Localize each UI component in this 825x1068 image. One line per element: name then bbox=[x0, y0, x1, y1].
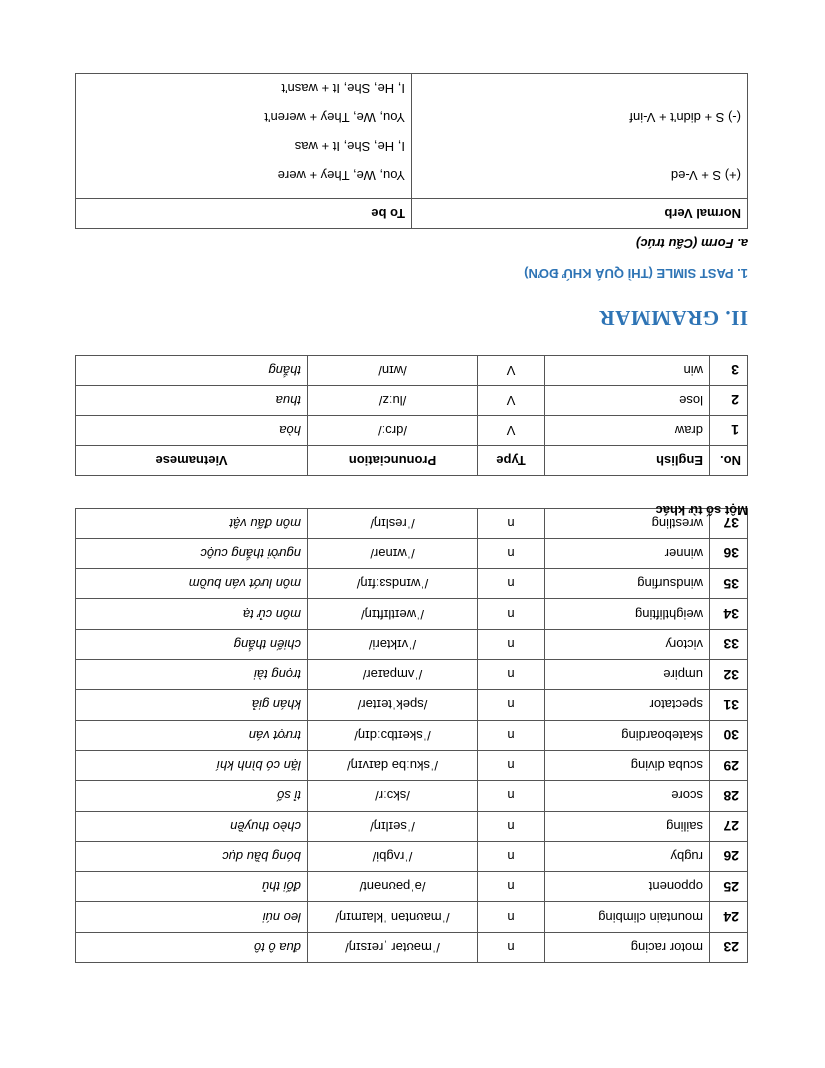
table-row bbox=[76, 386, 748, 416]
word-type: n bbox=[478, 569, 545, 599]
table-row bbox=[76, 902, 748, 932]
word-type: n bbox=[478, 629, 545, 659]
english-word: wrestling bbox=[545, 508, 710, 538]
table-row bbox=[76, 599, 748, 629]
to-be-line: You, We, They + weren't bbox=[264, 110, 405, 125]
word-type: n bbox=[478, 720, 545, 750]
to-be-line: I, He, She, It + was bbox=[294, 139, 405, 154]
other-words-label: Một số từ khác bbox=[655, 503, 748, 518]
word-type: V bbox=[478, 386, 545, 416]
word-type: n bbox=[478, 841, 545, 871]
english-word: opponent bbox=[545, 872, 710, 902]
table-header-row bbox=[76, 199, 748, 229]
word-type: n bbox=[478, 538, 545, 568]
vietnamese-meaning: người thắng cuộc bbox=[76, 538, 308, 568]
vietnamese-meaning: thua bbox=[76, 386, 308, 416]
grammar-form-table bbox=[75, 73, 748, 229]
table-row bbox=[76, 660, 748, 690]
word-type: n bbox=[478, 508, 545, 538]
table-row bbox=[76, 841, 748, 871]
row-number: 36 bbox=[710, 538, 748, 568]
pronunciation: /spekˈteɪtər/ bbox=[308, 690, 478, 720]
english-word: mountain climbing bbox=[545, 902, 710, 932]
english-word: draw bbox=[545, 416, 710, 446]
english-word: umpire bbox=[545, 660, 710, 690]
row-number: 37 bbox=[710, 508, 748, 538]
vietnamese-meaning: trượt ván bbox=[76, 720, 308, 750]
pronunciation: /ˈskuːbə daɪvɪŋ/ bbox=[308, 750, 478, 780]
vietnamese-meaning: tỉ số bbox=[76, 781, 308, 811]
pronunciation: /ˈreslɪŋ/ bbox=[308, 508, 478, 538]
pronunciation: /ˈweɪtlɪftɪŋ/ bbox=[308, 599, 478, 629]
english-word: sailing bbox=[545, 811, 710, 841]
row-number: 28 bbox=[710, 781, 748, 811]
table-row bbox=[76, 629, 748, 659]
english-word: scuba diving bbox=[545, 750, 710, 780]
vietnamese-meaning: thắng bbox=[76, 356, 308, 386]
table-row bbox=[76, 569, 748, 599]
word-type: V bbox=[478, 356, 545, 386]
english-word: weightlifting bbox=[545, 599, 710, 629]
word-type: V bbox=[478, 416, 545, 446]
table-row bbox=[76, 356, 748, 386]
normal-verb-line bbox=[418, 74, 741, 103]
english-word: motor racing bbox=[545, 932, 710, 962]
row-number: 23 bbox=[710, 932, 748, 962]
row-number: 29 bbox=[710, 750, 748, 780]
vietnamese-meaning: chèo thuyền bbox=[76, 811, 308, 841]
table-row bbox=[76, 690, 748, 720]
table-row bbox=[76, 538, 748, 568]
header-no: No. bbox=[710, 446, 748, 476]
pronunciation: /drɔː/ bbox=[308, 416, 478, 446]
pronunciation: /ˈwɪnər/ bbox=[308, 538, 478, 568]
pronunciation: /ˈwɪndsɜːfɪŋ/ bbox=[308, 569, 478, 599]
table-row bbox=[76, 720, 748, 750]
english-word: skateboarding bbox=[545, 720, 710, 750]
vietnamese-meaning: đua ô tô bbox=[76, 932, 308, 962]
row-number: 25 bbox=[710, 872, 748, 902]
english-word: windsurfing bbox=[545, 569, 710, 599]
normal-verb-line: (+) S + V-ed bbox=[670, 168, 741, 183]
english-word: win bbox=[545, 356, 710, 386]
word-type: n bbox=[478, 660, 545, 690]
table-header-row bbox=[76, 446, 748, 476]
english-word: score bbox=[545, 781, 710, 811]
vietnamese-meaning: đối thủ bbox=[76, 872, 308, 902]
table-row bbox=[76, 750, 748, 780]
table-row bbox=[76, 74, 748, 199]
past-simple-heading: 1. PAST SIMLE (THÌ QUÁ KHỨ ĐƠN) bbox=[524, 266, 748, 281]
pronunciation: /luːz/ bbox=[308, 386, 478, 416]
to-be-cell bbox=[76, 74, 412, 199]
row-number: 2 bbox=[710, 386, 748, 416]
table-row bbox=[76, 416, 748, 446]
vietnamese-meaning: bóng bầu dục bbox=[76, 841, 308, 871]
pronunciation: /ˈʌmpaɪər/ bbox=[308, 660, 478, 690]
row-number: 34 bbox=[710, 599, 748, 629]
normal-verb-line: (-) S + didn't + V-inf bbox=[629, 110, 741, 125]
row-number: 3 bbox=[710, 356, 748, 386]
table-row bbox=[76, 781, 748, 811]
header-vietnamese: Vietnamese bbox=[76, 446, 308, 476]
row-number: 1 bbox=[710, 416, 748, 446]
other-words-table bbox=[75, 355, 748, 476]
vietnamese-meaning: môn lướt ván buồm bbox=[76, 569, 308, 599]
english-word: spectator bbox=[545, 690, 710, 720]
english-word: rugby bbox=[545, 841, 710, 871]
form-label: a. Form (Cấu trúc) bbox=[636, 236, 748, 251]
vocabulary-table bbox=[75, 508, 748, 963]
pronunciation: /ˈseɪlɪŋ/ bbox=[308, 811, 478, 841]
word-type: n bbox=[478, 811, 545, 841]
grammar-heading: II. GRAMMAR bbox=[599, 306, 748, 330]
word-type: n bbox=[478, 781, 545, 811]
row-number: 32 bbox=[710, 660, 748, 690]
to-be-line: I, He, She, It + wasn't bbox=[281, 81, 405, 96]
to-be-line: You, We, They + were bbox=[277, 168, 405, 183]
word-type: n bbox=[478, 932, 545, 962]
english-word: winner bbox=[545, 538, 710, 568]
normal-verb-line bbox=[418, 132, 741, 161]
table-row bbox=[76, 932, 748, 962]
row-number: 24 bbox=[710, 902, 748, 932]
row-number: 30 bbox=[710, 720, 748, 750]
normal-verb-cell bbox=[412, 74, 748, 199]
row-number: 33 bbox=[710, 629, 748, 659]
header-english: English bbox=[545, 446, 710, 476]
header-to-be: To be bbox=[76, 199, 412, 229]
row-number: 35 bbox=[710, 569, 748, 599]
english-word: victory bbox=[545, 629, 710, 659]
row-number: 26 bbox=[710, 841, 748, 871]
vietnamese-meaning: chiến thắng bbox=[76, 629, 308, 659]
header-normal-verb: Normal Verb bbox=[412, 199, 748, 229]
vietnamese-meaning: môn đấu vật bbox=[76, 508, 308, 538]
vietnamese-meaning: lặn có bình khí bbox=[76, 750, 308, 780]
vietnamese-meaning: hòa bbox=[76, 416, 308, 446]
table-row bbox=[76, 508, 748, 538]
table-row bbox=[76, 811, 748, 841]
pronunciation: /ˈvɪktəri/ bbox=[308, 629, 478, 659]
word-type: n bbox=[478, 690, 545, 720]
header-pronunciation: Pronunciation bbox=[308, 446, 478, 476]
pronunciation: /skɔːr/ bbox=[308, 781, 478, 811]
word-type: n bbox=[478, 872, 545, 902]
pronunciation: /wɪn/ bbox=[308, 356, 478, 386]
vietnamese-meaning: khán giả bbox=[76, 690, 308, 720]
row-number: 27 bbox=[710, 811, 748, 841]
header-type: Type bbox=[478, 446, 545, 476]
pronunciation: /ˈməʊtər ˌreɪsɪŋ/ bbox=[308, 932, 478, 962]
word-type: n bbox=[478, 599, 545, 629]
row-number: 31 bbox=[710, 690, 748, 720]
pronunciation: /ˈskeɪtbɔːdɪŋ/ bbox=[308, 720, 478, 750]
table-row bbox=[76, 872, 748, 902]
vietnamese-meaning: môn cử tạ bbox=[76, 599, 308, 629]
vietnamese-meaning: leo núi bbox=[76, 902, 308, 932]
pronunciation: /ˈmaʊntən ˈklaɪmɪŋ/ bbox=[308, 902, 478, 932]
pronunciation: /ˈrʌɡbi/ bbox=[308, 841, 478, 871]
vietnamese-meaning: trọng tài bbox=[76, 660, 308, 690]
word-type: n bbox=[478, 750, 545, 780]
word-type: n bbox=[478, 902, 545, 932]
pronunciation: /əˈpəʊnənt/ bbox=[308, 872, 478, 902]
english-word: lose bbox=[545, 386, 710, 416]
